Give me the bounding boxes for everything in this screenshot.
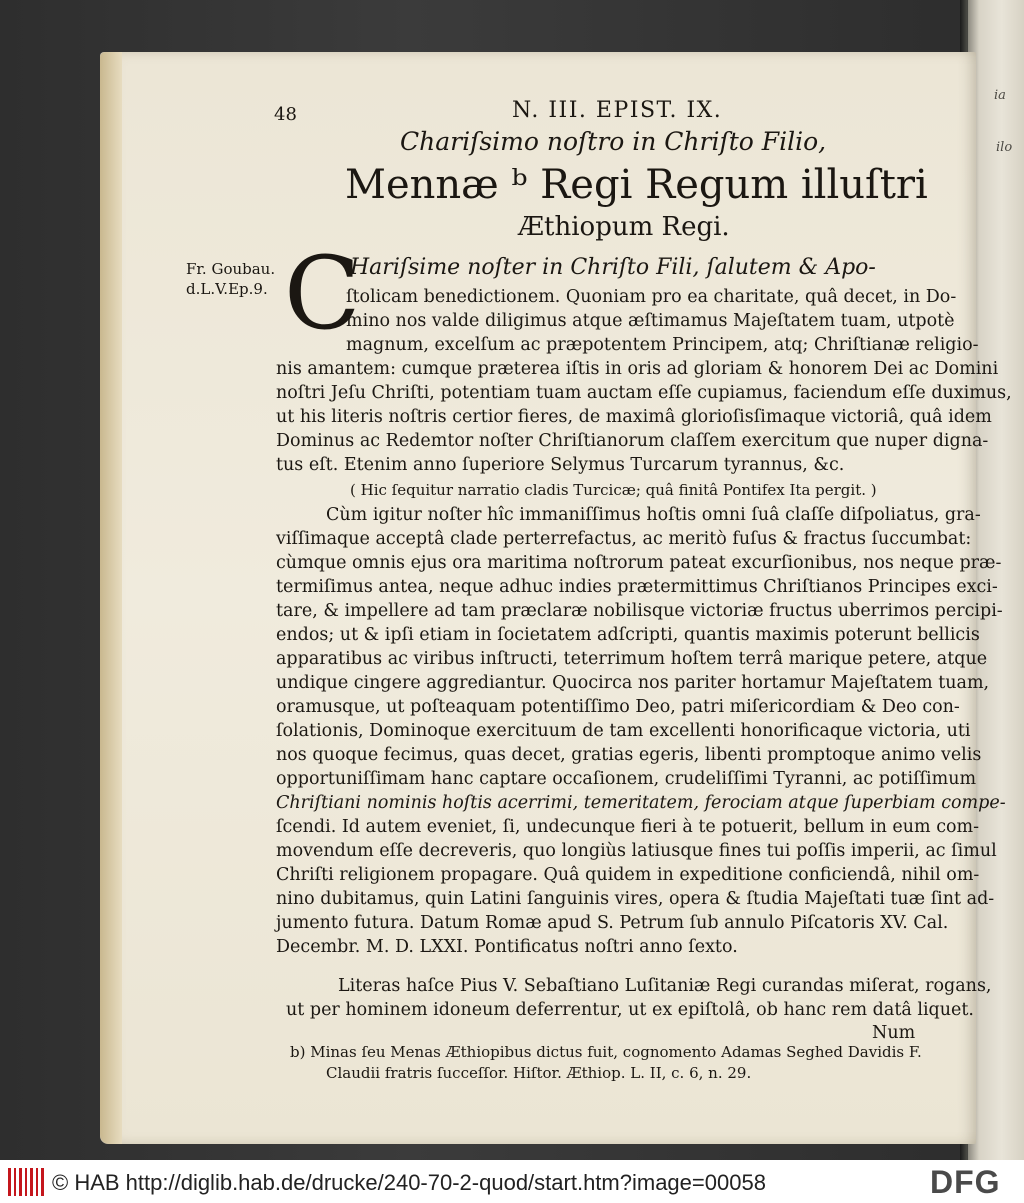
body-line: Hariſsime noſter in Chriſto Fili, ſalutem & Apo- (350, 255, 876, 280)
body-line: mino nos valde diligimus atque æſtimamus Majeſtatem tuam, utpotè (346, 311, 955, 331)
address-line-2: Mennæ ᵇ Regi Regum illuſtri (345, 162, 928, 208)
closing-line: ut per hominem idoneum deferrentur, ut ex epiſtolâ, ob hanc rem datâ liquet. (286, 1000, 974, 1020)
page-edge-shading (100, 52, 122, 1144)
narration-note: ( Hic ſequitur narratio cladis Turcicæ; quâ finitâ Pontifex Ita pergit. ) (350, 481, 877, 499)
body-line: tus eſt. Etenim anno ſuperiore Selymus Turcarum tyrannus, &c. (276, 455, 845, 475)
body-line: ut his literis noſtris certior fieres, de maximâ glorioſisſimaque victoriâ, quâ idem (276, 407, 992, 427)
closing-line: Literas haſce Pius V. Sebaſtiano Luſitaniæ Regi curandas miſerat, rogans, (338, 976, 992, 996)
body-line: noſtri Jeſu Chriſti, potentiam tuam auctam eſſe cupiamus, faciendum eſſe duximus, (276, 383, 1012, 403)
body-line: magnum, excelſum ac præpotentem Principem, atq; Chriſtianæ religio- (346, 335, 979, 355)
body-line: jumento futura. Datum Romæ apud S. Petrum ſub annulo Piſcatoris XV. Cal. (276, 913, 949, 933)
body-line: movendum eſſe decreveris, quo longiùs latiusque fines tui poſſis imperii, ac ſimul (276, 841, 997, 861)
address-line-3: Æthiopum Regi. (518, 212, 730, 242)
margin-note (186, 259, 276, 299)
body-line: ſtolicam benedictionem. Quoniam pro ea charitate, quâ decet, in Do- (346, 287, 957, 307)
margin-note-line: d.L.V.Ep.9. (186, 280, 268, 298)
body-line: undique cingere aggrediantur. Quocirca nos pariter hortamur Majeſtatem tuam, (276, 673, 990, 693)
body-line: Decembr. M. D. LXXI. Pontificatus noſtri anno ſexto. (276, 937, 738, 957)
body-line: opportuniſſimam hanc captare occaſionem, crudeliſſimi Tyranni, ac potiſſimum (276, 769, 977, 789)
body-line: tare, & impellere ad tam præclaræ nobilisque victoriæ fructus uberrimos percipi- (276, 601, 1003, 621)
footnote-line: b) Minas ſeu Menas Æthiopibus dictus fuit, cognomento Adamas Seghed Davidis F. (290, 1043, 922, 1061)
body-line: Chriſtiani nominis hoſtis acerrimi, temeritatem, ferociam atque ſuperbiam compe- (276, 793, 1006, 813)
body-line: ſcendi. Id autem eveniet, ſi, undecunque fieri à te potuerit, bellum in eum com- (276, 817, 980, 837)
copyright-url[interactable]: © HAB http://diglib.hab.de/drucke/240-70-2-quod/start.htm?image=00058 (52, 1170, 766, 1195)
margin-note-line: Fr. Goubau. (186, 260, 276, 278)
hab-barcode-icon (6, 1168, 46, 1198)
page-number: 48 (274, 104, 297, 125)
facing-page-edge: ia ilo (968, 0, 1024, 1160)
body-line: apparatibus ac viribus inſtructi, teterrimum hoſtem terrâ marique petere, atque (276, 649, 988, 669)
address-line-1: Chariſsimo noſtro in Chriſto Filio, (400, 127, 827, 156)
dfg-logo: DFG (930, 1164, 1001, 1200)
body-line: Chriſti religionem propagare. Quâ quidem in expeditione conficiendâ, nihil om- (276, 865, 980, 885)
body-line: nino dubitamus, quin Latini ſanguinis vires, opera & ſtudia Majeſtati tuæ ſint ad- (276, 889, 995, 909)
body-line: endos; ut & ipſi etiam in ſocietatem adſcripti, quantis maximis poterunt bellicis (276, 625, 980, 645)
body-line: termiſimus antea, neque adhuc indies prætermittimus Chriſtianos Principes exci- (276, 577, 998, 597)
catchword: Num (872, 1023, 916, 1043)
body-line: viſſimaque acceptâ clade perterrefactus, ac meritò fuſus & fractus ſuccumbat: (276, 529, 972, 549)
body-line: nos quoque fecimus, quas decet, gratias egeris, libenti promptoque animo velis (276, 745, 982, 765)
running-header: N. III. EPIST. IX. (512, 98, 723, 123)
body-line: nis amantem: cumque præterea iſtis in oris ad gloriam & honorem Dei ac Domini (276, 359, 999, 379)
body-line: Cùm igitur noſter hîc immaniſſimus hoſtis omni ſuâ claſſe diſpoliatus, gra- (326, 505, 981, 525)
drop-cap: C (284, 235, 361, 352)
body-line: ſolationis, Dominoque exercituum de tam excellenti honorificaque victoria, uti (276, 721, 971, 741)
body-line: oramusque, ut poſteaquam potentiſſimo Deo, patri miſericordiam & Deo con- (276, 697, 960, 717)
body-line: cùmque omnis ejus ora maritima noſtrorum pateat excurſionibus, nos neque præ- (276, 553, 1002, 573)
body-line: Dominus ac Redemtor noſter Chriſtianorum claſſem exercitum que nuper digna- (276, 431, 989, 451)
footnote-line: Claudii fratris ſucceſſor. Hiſtor. Æthiop. L. II, c. 6, n. 29. (326, 1064, 752, 1082)
